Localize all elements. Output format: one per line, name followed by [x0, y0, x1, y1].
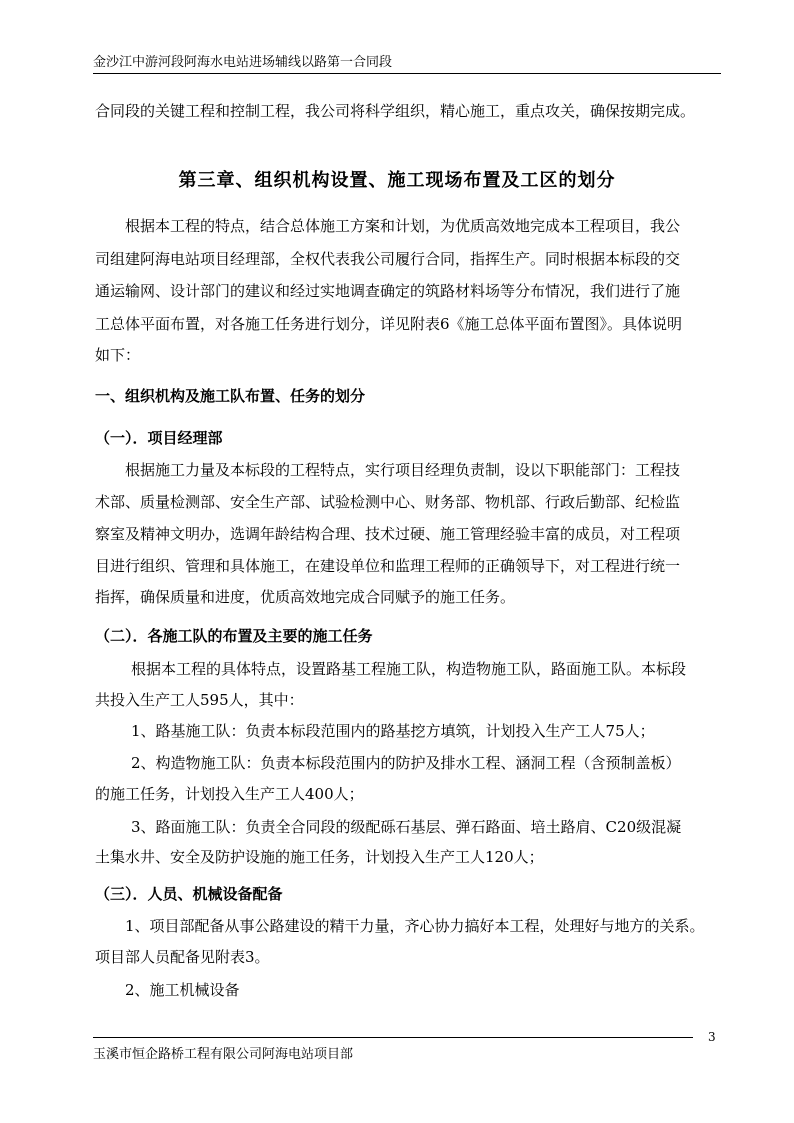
team-line-5: 土集水井、安全及防护设施的施工任务，计划投入生产工人120人； [95, 848, 544, 866]
chapter-intro-line-2: 司组建阿海电站项目经理部，全权代表我公司履行合同，指挥生产。同时根据本标段的交 [95, 250, 681, 268]
sub1-line-1: 根据施工力量及本标段的工程特点，实行项目经理负责制，设以下职能部门：工程技 [125, 461, 681, 479]
header-rule [93, 73, 721, 74]
page-footer: 玉溪市恒企路桥工程有限公司阿海电站项目部 [93, 1047, 354, 1062]
sub2-line-1: 根据本工程的具体特点，设置路基工程施工队，构造物施工队，路面施工队。本标段 [131, 660, 687, 678]
chapter-intro-line-1: 根据本工程的特点，结合总体施工方案和计划，为优质高效地完成本工程项目，我公 [125, 217, 681, 235]
subsection-3-heading: （三）．人员、机械设备配备 [95, 885, 283, 903]
chapter-intro-line-5: 如下： [95, 346, 141, 364]
chapter-intro-line-4: 工总体平面布置，对各施工任务进行划分，详见附表6《施工总体平面布置图》。具体说明 [95, 315, 683, 333]
sub1-line-3: 察室及精神文明办，选调年龄结构合理、技术过硬、施工管理经验丰富的成员，对工程项 [95, 525, 681, 543]
sub3-line-2: 项目部人员配备见附表3。 [95, 948, 270, 966]
sub3-line-1: 1、项目部配备从事公路建设的精干力量，齐心协力搞好本工程，处理好与地方的关系。 [125, 917, 705, 935]
page-number: 3 [708, 1030, 716, 1044]
sub1-line-2: 术部、质量检测部、安全生产部、试验检测中心、财务部、物机部、行政后勤部、纪检监 [95, 493, 681, 511]
sub2-line-2: 共投入生产工人595人，其中： [95, 691, 304, 709]
chapter-title: 第三章、组织机构设置、施工现场布置及工区的划分 [178, 170, 616, 191]
sub1-line-5: 指挥，确保质量和进度，优质高效地完成合同赋予的施工任务。 [95, 588, 516, 606]
team-line-1: 1、路基施工队：负责本标段范围内的路基挖方填筑，计划投入生产工人75人； [131, 722, 655, 740]
subsection-1-heading: （一）．项目经理部 [95, 429, 223, 447]
subsection-2-heading: （二）．各施工队的布置及主要的施工任务 [95, 627, 373, 645]
footer-rule [93, 1037, 693, 1038]
chapter-intro-line-3: 通运输网、设计部门的建议和经过实地调查确定的筑路材料场等分布情况，我们进行了施 [95, 282, 681, 300]
section-1-heading: 一、组织机构及施工队布置、任务的划分 [95, 387, 366, 405]
intro-line: 合同段的关键工程和控制工程，我公司将科学组织，精心施工，重点攻关，确保按期完成。 [95, 102, 696, 120]
sub1-line-4: 目进行组织、管理和具体施工，在建设单位和监理工程师的正确领导下，对工程进行统一 [95, 557, 681, 575]
team-line-2: 2、构造物施工队：负责本标段范围内的防护及排水工程、涵洞工程（含预制盖板） [131, 754, 681, 772]
page-header: 金沙江中游河段阿海水电站进场辅线以路第一合同段 [93, 55, 393, 70]
team-line-3: 的施工任务，计划投入生产工人400人； [95, 785, 364, 803]
sub3-line-3: 2、施工机械设备 [125, 981, 240, 999]
team-line-4: 3、路面施工队：负责全合同段的级配砾石基层、弹石路面、培土路肩、C20级混凝 [131, 818, 682, 836]
